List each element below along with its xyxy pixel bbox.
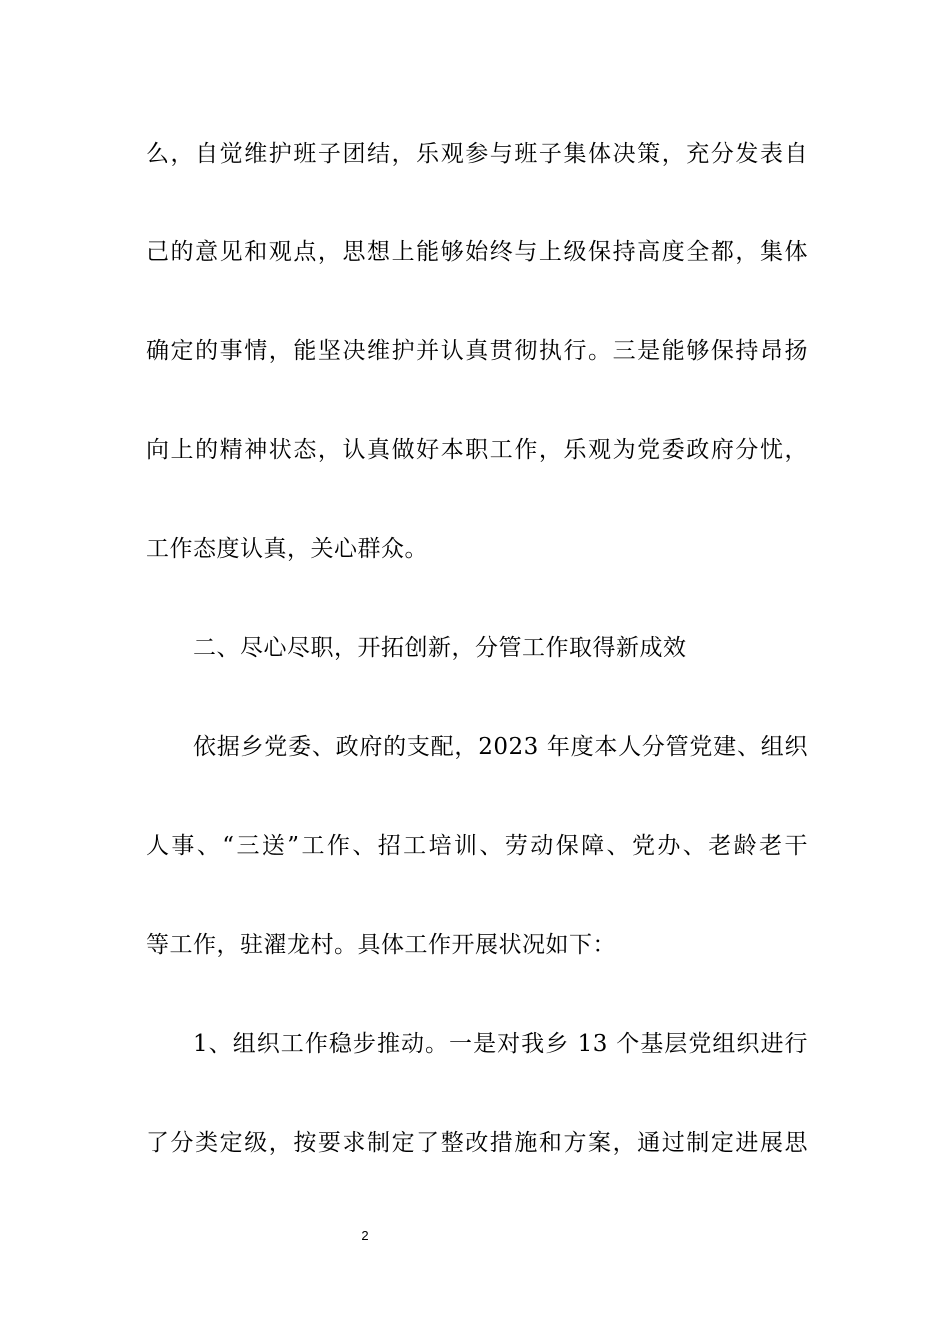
paragraph-line: 1、组织工作稳步推动。一是对我乡 13 个基层党组织进行 [193, 1031, 808, 1057]
paragraph-line: 向上的精神状态，认真做好本职工作，乐观为党委政府分忧， [146, 437, 808, 463]
section-heading: 二、尽心尽职，开拓创新，分管工作取得新成效 [193, 635, 687, 661]
paragraph-line: 人事、“三送”工作、招工培训、劳动保障、党办、老龄老干 [146, 833, 808, 859]
paragraph-line: 等工作，驻濯龙村。具体工作开展状况如下： [146, 932, 616, 958]
paragraph-line: 依据乡党委、政府的支配，2023 年度本人分管党建、组织 [193, 734, 808, 760]
paragraph-line: 确定的事情，能坚决维护并认真贯彻执行。三是能够保持昂扬 [146, 338, 808, 364]
paragraph-line: 么，自觉维护班子团结，乐观参与班子集体决策，充分发表自 [146, 141, 808, 167]
page-number: 2 [361, 1228, 369, 1243]
paragraph-line: 己的意见和观点，思想上能够始终与上级保持高度全都，集体 [146, 239, 808, 265]
paragraph-line: 工作态度认真，关心群众。 [146, 536, 428, 562]
paragraph-line: 了分类定级，按要求制定了整改措施和方案，通过制定进展思 [146, 1130, 808, 1156]
